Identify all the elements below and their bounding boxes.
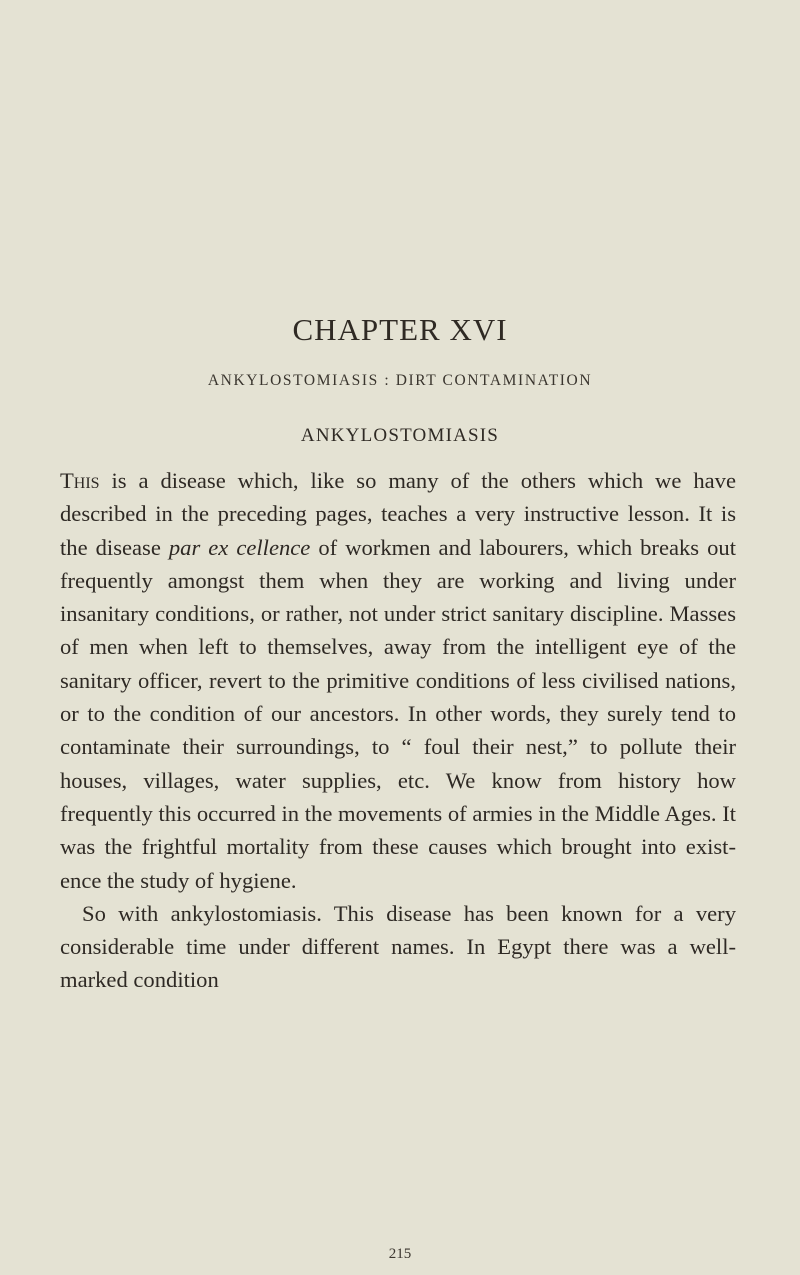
paragraph-1-text-b: of workmen and labourers, which breaks out frequently amongst them when they are working and living under insanitary conditions, or rather, not under strict sanitary discipline. Masses of men when left to themselves, away from the intelligent eye of the sanitary officer, revert to the primitive conditions of less civilised nations, or to the condition of our ancestors. In other words, they surely tend to contaminate their surroundings, to “ foul their nest,” to pollute their houses, villages, water supplies, etc. We know from history how frequently this occurred in the movements of armies in the Middle Ages. It was the frightful mortality from these causes which brought into exist- ence the study of hygiene.	[60, 534, 736, 893]
chapter-subtitle: ANKYLOSTOMIASIS : DIRT CONTAMINATION	[207, 372, 593, 389]
section-heading: ANKYLOSTOMIASIS	[300, 425, 500, 446]
page-number: 215	[388, 1246, 412, 1262]
paragraph-2: So with ankylostomiasis. This disease has been known for a very considerable time under different names. In Egypt there was a well-marked condition	[60, 900, 736, 993]
chapter-title: CHAPTER XVI	[292, 312, 508, 347]
italic-phrase: par ex cellence	[168, 534, 311, 560]
paragraph-1	[60, 464, 736, 897]
body-text	[60, 464, 736, 997]
paragraph-lead-word: This	[60, 468, 100, 493]
paragraph-1-text-a: is a disease which, like so many of the others which we have described in the preceding pages, teaches a very instructive lesson. It is the disease	[60, 468, 736, 560]
